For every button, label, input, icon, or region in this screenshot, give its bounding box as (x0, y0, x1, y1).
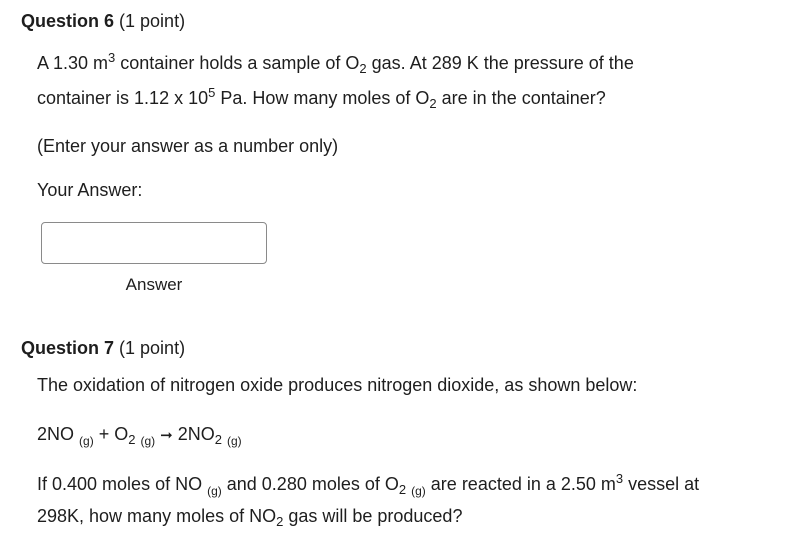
question-6-points: (1 point) (119, 11, 186, 31)
eq-reactant-1-phase: (g) (79, 434, 94, 448)
eq-product-phase: (g) (227, 434, 242, 448)
answer-caption: Answer (125, 275, 183, 294)
q7-l2-part-a: 298K, how many moles of NO (37, 506, 277, 526)
your-answer-label: Your Answer: (37, 180, 143, 200)
eq-reactant-2-phase: (g) (140, 434, 156, 448)
q6-l2-sup: 5 (208, 85, 216, 100)
question-6-heading (21, 10, 185, 32)
eq-reactant-2-sub: 2 (128, 432, 136, 447)
q6-l2-part-b: Pa. How many moles of O (215, 88, 430, 108)
q6-l2-part-c: are in the container? (436, 88, 606, 108)
question-7-text-line-1 (37, 471, 700, 498)
q6-l1-part-a: A 1.30 m (37, 53, 109, 73)
eq-reactant-1: 2NO (37, 424, 75, 444)
q6-l2-sub: 2 (429, 96, 437, 111)
question-7-intro: The oxidation of nitrogen oxide produces nitrogen dioxide, as shown below: (37, 375, 638, 395)
question-6-text-line-2 (37, 87, 606, 109)
question-7-text-line-2 (37, 505, 462, 527)
answer-input[interactable] (41, 222, 267, 264)
chemical-equation (37, 423, 242, 447)
question-7-heading (21, 337, 185, 359)
q6-l1-sup: 3 (108, 50, 116, 65)
question-7-points: (1 point) (119, 338, 186, 358)
q6-l1-part-c: gas. At 289 K the pressure of the (366, 53, 634, 73)
q6-l1-sub: 2 (359, 61, 367, 76)
eq-product-sub: 2 (214, 432, 222, 447)
q7-l1-part-d: vessel at (623, 474, 700, 494)
q7-l1-sub: 2 (398, 482, 407, 497)
q7-l1-phase-1: (g) (207, 484, 222, 498)
q6-l1-part-b: container holds a sample of O (115, 53, 360, 73)
reaction-arrow-icon: ➞ (160, 427, 173, 444)
q7-l2-sub: 2 (276, 514, 284, 529)
question-7-title: Question 7 (21, 338, 115, 358)
question-6-text-line-1 (37, 52, 634, 74)
q7-l2-part-b: gas will be produced? (283, 506, 463, 526)
q7-l1-sup: 3 (615, 471, 624, 486)
q7-l1-part-c: are reacted in a 2.50 m (425, 474, 616, 494)
q7-l1-part-a: If 0.400 moles of NO (37, 474, 203, 494)
question-6-instruction: (Enter your answer as a number only) (37, 136, 339, 156)
q7-l1-phase-2: (g) (411, 484, 426, 498)
q6-l2-part-a: container is 1.12 x 10 (37, 88, 209, 108)
eq-plus-reactant-2: + O (93, 424, 129, 444)
question-6-title: Question 6 (21, 11, 115, 31)
q7-l1-part-b: and 0.280 moles of O (221, 474, 399, 494)
eq-product: 2NO (177, 424, 215, 444)
